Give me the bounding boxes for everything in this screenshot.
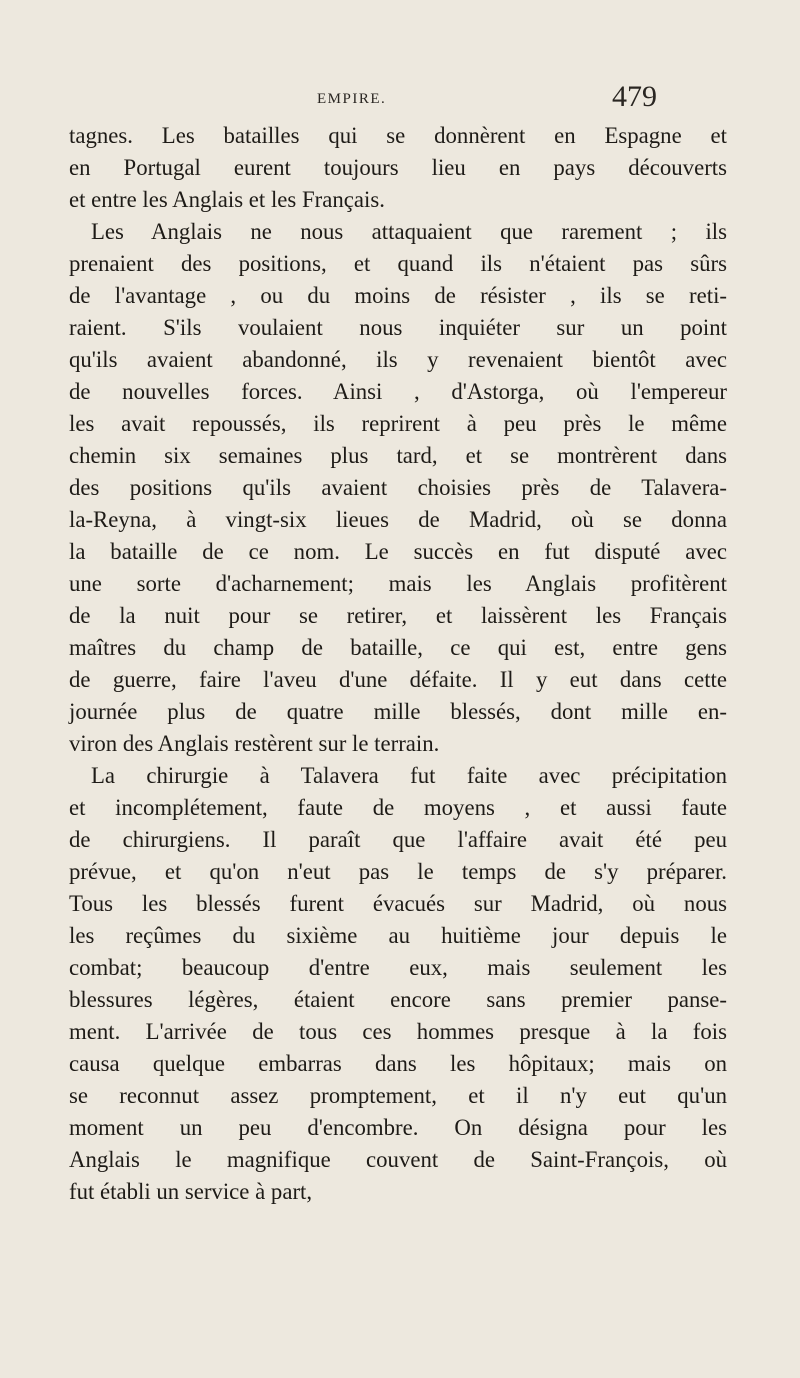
text-line: viron des Anglais restèrent sur le terrain.	[69, 731, 440, 756]
text-line: et entre les Anglais et les Français.	[69, 187, 385, 212]
text-line: blessures légères, étaient encore sans premier panse-	[69, 987, 727, 1012]
text-line: qu'ils avaient abandonné, ils y revenaient bientôt avec	[69, 347, 727, 372]
text-line: prévue, et qu'on n'eut pas le temps de s'y préparer.	[69, 859, 727, 884]
text-line: prenaient des positions, et quand ils n'étaient pas sûrs	[69, 251, 727, 276]
text-line: de la nuit pour se retirer, et laissèrent les Français	[69, 603, 727, 628]
text-line: tagnes. Les batailles qui se donnèrent en Espagne et	[69, 123, 727, 148]
text-line: une sorte d'acharnement; mais les Anglais profitèrent	[69, 571, 727, 596]
page-number: 479	[612, 80, 657, 113]
text-line: maîtres du champ de bataille, ce qui est, entre gens	[69, 635, 727, 660]
text-line: moment un peu d'encombre. On désigna pour les	[69, 1115, 727, 1140]
text-line: causa quelque embarras dans les hôpitaux; mais on	[69, 1051, 727, 1076]
text-line: chemin six semaines plus tard, et se montrèrent dans	[69, 443, 727, 468]
text-line: les avait repoussés, ils reprirent à peu près le même	[69, 411, 727, 436]
text-line: les reçûmes du sixième au huitième jour depuis le	[69, 923, 727, 948]
running-head: EMPIRE.	[317, 91, 387, 107]
text-line: ment. L'arrivée de tous ces hommes presque à la fois	[69, 1019, 727, 1044]
text-line: journée plus de quatre mille blessés, dont mille en-	[69, 699, 727, 724]
text-line: la-Reyna, à vingt-six lieues de Madrid, où se donna	[69, 507, 727, 532]
text-line: de nouvelles forces. Ainsi , d'Astorga, où l'empereur	[69, 379, 727, 404]
text-line: se reconnut assez promptement, et il n'y eut qu'un	[69, 1083, 727, 1108]
text-line: la bataille de ce nom. Le succès en fut disputé avec	[69, 539, 727, 564]
text-line: Tous les blessés furent évacués sur Madrid, où nous	[69, 891, 727, 916]
text-line: Les Anglais ne nous attaquaient que rarement ; ils	[91, 219, 727, 244]
text-line: des positions qu'ils avaient choisies près de Talavera-	[69, 475, 727, 500]
text-line: combat; beaucoup d'entre eux, mais seulement les	[69, 955, 727, 980]
text-line: Anglais le magnifique couvent de Saint-François, où	[69, 1147, 727, 1172]
text-line: en Portugal eurent toujours lieu en pays découverts	[69, 155, 727, 180]
text-line: et incomplétement, faute de moyens , et aussi faute	[69, 795, 727, 820]
text-line: de guerre, faire l'aveu d'une défaite. Il y eut dans cette	[69, 667, 727, 692]
text-line: fut établi un service à part,	[69, 1179, 313, 1204]
page-header	[0, 80, 800, 120]
text-line: raient. S'ils voulaient nous inquiéter sur un point	[69, 315, 727, 340]
text-line: de l'avantage , ou du moins de résister , ils se reti-	[69, 283, 727, 308]
text-line: de chirurgiens. Il paraît que l'affaire avait été peu	[69, 827, 727, 852]
text-line: La chirurgie à Talavera fut faite avec précipitation	[91, 763, 727, 788]
